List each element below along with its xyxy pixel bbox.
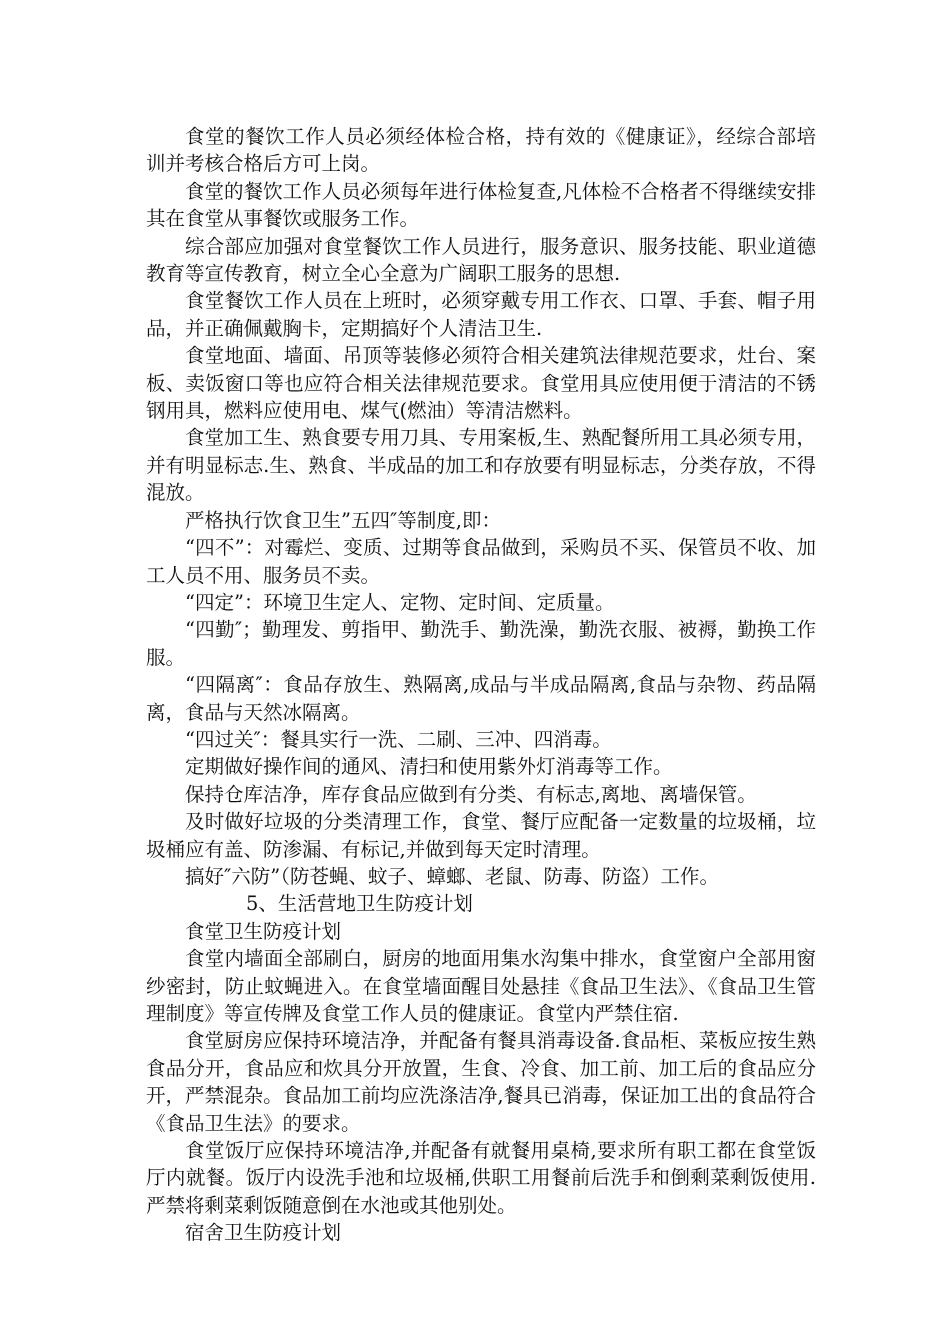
paragraph-staff-education: 综合部应加强对食堂餐饮工作人员进行，服务意识、服务技能、职业道德教育等宣传教育，树立全心全意为广阔职工服务的思想. bbox=[146, 234, 816, 286]
document-body bbox=[146, 123, 816, 1247]
paragraph-garbage: 及时做好垃圾的分类清理工作，食堂、餐厅应配备一定数量的垃圾桶，垃圾桶应有盖、防渗漏、有标记,并做到每天定时清理。 bbox=[146, 810, 816, 861]
paragraph-four-checks: “四过关″：餐具实行一洗、二刷、三冲、四消毒。 bbox=[185, 727, 612, 751]
subheading-dormitory-plan: 宿舍卫生防疫计划 bbox=[185, 1221, 342, 1245]
paragraph-health-certificate: 食堂的餐饮工作人员必须经体检合格，持有效的《健康证》，经综合部培训并考核合格后方可上岗。 bbox=[146, 125, 816, 176]
paragraph-kitchen-clean: 食堂厨房应保持环境洁净，并配备有餐具消毒设备.食品柜、菜板应按生熟食品分开，食品应和炊具分开放置，生食、冷食、加工前、加工后的食品应分开，严禁混杂。食品加工前均应洗涤洁净,餐具已消毒，保证加工出的食品符合《食品卫生法》的要求。 bbox=[146, 1029, 816, 1135]
paragraph-four-separations: “四隔离″：食品存放生、熟隔离,成品与半成品隔离,食品与杂物、药品隔离，食品与天然冰隔离。 bbox=[146, 673, 816, 724]
subheading-canteen-plan: 食堂卫生防疫计划 bbox=[185, 919, 342, 943]
paragraph-ventilation: 定期做好操作间的通风、清扫和使用紫外灯消毒等工作。 bbox=[185, 755, 673, 779]
paragraph-annual-checkup: 食堂的餐饮工作人员必须每年进行体检复查,凡体检不合格者不得继续安排其在食堂从事餐饮或服务工作。 bbox=[146, 179, 816, 231]
paragraph-four-diligent: “四勤″；勤理发、剪指甲、勤洗手、勤洗澡，勤洗衣服、被褥，勤换工作服。 bbox=[146, 618, 816, 669]
paragraph-canteen-walls: 食堂内墙面全部刷白，厨房的地面用集水沟集中排水，食堂窗户全部用窗纱密封，防止蚊蝇进入。在食堂墙面醒目处悬挂《食品卫生法》、《食品卫生管理制度》等宣传牌及食堂工作人员的健康证。食堂内严禁住宿. bbox=[146, 947, 816, 1025]
paragraph-warehouse: 保持仓库洁净，库存食品应做到有分类、有标志,离地、离墙保管。 bbox=[185, 782, 757, 806]
paragraph-dining-hall: 食堂饭厅应保持环境洁净,并配备有就餐用桌椅,要求所有职工都在食堂饭厅内就餐。饭厅内设洗手池和垃圾桶,供职工用餐前后洗手和倒剩菜剩饭使用.严禁将剩菜剩饭随意倒在水池或其他别处。 bbox=[146, 1139, 816, 1217]
section-heading: 5、生活营地卫生防疫计划 bbox=[246, 892, 473, 916]
paragraph-four-fixed: “四定”：环境卫生定人、定物、定时间、定质量。 bbox=[185, 590, 615, 614]
paragraph-six-preventions: 搞好″六防”（防苍蝇、蚊子、蟑螂、老鼠、防毒、防盗）工作。 bbox=[185, 864, 720, 888]
paragraph-hygiene-system: 严格执行饮食卫生”五四″等制度,即： bbox=[185, 508, 501, 532]
paragraph-raw-cooked-tools: 食堂加工生、熟食要专用刀具、专用案板,生、熟配餐所用工具必须专用，并有明显标志.生、熟食、半成品的加工和存放要有明显标志，分类存放，不得混放。 bbox=[146, 426, 816, 505]
paragraph-work-clothes: 食堂餐饮工作人员在上班时，必须穿戴专用工作衣、口罩、手套、帽子用品，并正确佩戴胸卡，定期搞好个人清洁卫生. bbox=[146, 289, 816, 340]
paragraph-canteen-decoration: 食堂地面、墙面、吊顶等装修必须符合相关建筑法律规范要求，灶台、案板、卖饭窗口等也应符合相关法律规范要求。食堂用具应使用便于清洁的不锈钢用具，燃料应使用电、煤气(燃油）等清洁燃料。 bbox=[146, 344, 816, 423]
paragraph-four-nots: “四不”：对霉烂、变质、过期等食品做到，采购员不买、保管员不收、加工人员不用、服务员不卖。 bbox=[146, 536, 816, 587]
